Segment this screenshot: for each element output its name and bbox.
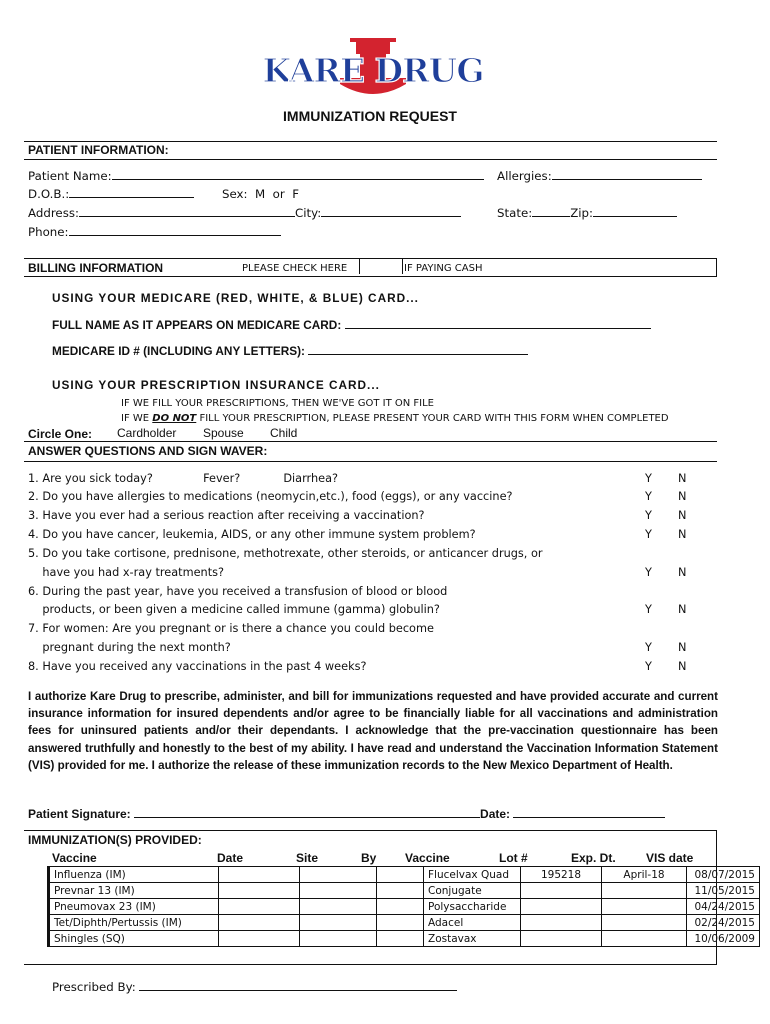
circle-one-label: Circle One: [28,427,93,441]
col-exp: Exp. Dt. [571,851,616,865]
city-field[interactable] [321,206,461,217]
answer-no[interactable]: N [678,660,687,673]
date-cell[interactable] [219,915,300,931]
answer-yes[interactable]: Y [645,509,652,522]
check-here-label: PLEASE CHECK HERE [242,263,348,274]
allergies-field[interactable] [552,169,702,180]
question-line: 5. Do you take cortisone, prednisone, methotrexate, other steroids, or anticancer drugs, or [28,547,543,560]
question-line: 8. Have you received any vaccinations in the past 4 weeks? [28,660,367,673]
prescribed-by-label: Prescribed By: [52,980,136,994]
answer-no[interactable]: N [678,566,687,579]
site-cell[interactable] [300,899,377,915]
answer-no[interactable]: N [678,509,687,522]
vis-date-cell: 02/24/2015 [687,915,760,931]
billing-heading: BILLING INFORMATION [28,261,164,275]
product-cell: Zostavax [424,931,521,947]
patient-info-heading: PATIENT INFORMATION: [28,143,169,157]
vaccine-cell: Prevnar 13 (IM) [49,883,219,899]
by-cell[interactable] [377,867,424,883]
answer-yes[interactable]: Y [645,472,652,485]
vaccine-cell: Influenza (IM) [49,867,219,883]
question-line: 3. Have you ever had a serious reaction after receiving a vaccination? [28,509,425,522]
answer-no[interactable]: N [678,641,687,654]
exp-cell: April-18 [602,867,687,883]
by-cell[interactable] [377,883,424,899]
by-cell[interactable] [377,899,424,915]
paying-cash-label: IF PAYING CASH [404,263,483,274]
medicare-id-field[interactable] [308,344,528,355]
by-cell[interactable] [377,931,424,947]
medicare-name-field[interactable] [345,318,651,329]
question-line: 2. Do you have allergies to medications (neomycin,etc.), food (eggs), or any vaccine? [28,490,513,503]
answer-yes[interactable]: Y [645,566,652,579]
vaccine-cell: Tet/Diphth/Pertussis (IM) [49,915,219,931]
state-label: State: [497,206,533,220]
rx-note-2c: FILL YOUR PRESCRIPTION, PLEASE PRESENT YOUR CARD WITH THIS FORM WHEN COMPLETED [199,413,669,424]
question-line: 7. For women: Are you pregnant or is there a chance you could become [28,622,434,635]
product-cell: Flucelvax Quad [424,867,521,883]
exp-cell [602,931,687,947]
answer-no[interactable]: N [678,603,687,616]
lot-cell [521,931,602,947]
question-line: have you had x-ray treatments? [28,566,225,579]
document-title: IMMUNIZATION REQUEST [283,108,457,124]
date-cell[interactable] [219,931,300,947]
question-line: 6. During the past year, have you received a transfusion of blood or blood [28,585,448,598]
option-child[interactable]: Child [270,426,298,440]
rx-note-2b: DO NOT [152,413,197,424]
date-cell[interactable] [219,899,300,915]
city-label: City: [294,206,322,220]
vis-date-cell: 04/24/2015 [687,899,760,915]
questions-heading: ANSWER QUESTIONS AND SIGN WAVER: [28,444,268,458]
question-line: 1. Are you sick today? Fever? Diarrhea? [28,472,339,485]
phone-field[interactable] [69,225,281,236]
signature-label: Patient Signature: [28,807,131,821]
signature-date-label: Date: [480,807,511,821]
table-row [49,915,760,931]
zip-label: Zip: [570,206,594,220]
product-cell: Adacel [424,915,521,931]
product-cell: Conjugate [424,883,521,899]
signature-field[interactable] [134,807,480,818]
col-vaccine-2: Vaccine [405,851,450,865]
svg-text:KARE DRUG: KARE DRUG [262,51,484,90]
site-cell[interactable] [300,867,377,883]
address-field[interactable] [79,206,295,217]
date-cell[interactable] [219,883,300,899]
vaccine-cell: Shingles (SQ) [49,931,219,947]
medicare-name-label: FULL NAME AS IT APPEARS ON MEDICARE CARD: [52,318,342,332]
col-vis: VIS date [646,851,694,865]
state-field[interactable] [532,206,570,217]
answer-yes[interactable]: Y [645,528,652,541]
answer-yes[interactable]: Y [645,660,652,673]
rx-heading: USING YOUR PRESCRIPTION INSURANCE CARD... [52,378,380,392]
vaccine-cell: Pneumovax 23 (IM) [49,899,219,915]
col-site: Site [296,851,319,865]
site-cell[interactable] [300,915,377,931]
site-cell[interactable] [300,931,377,947]
col-lot: Lot # [499,851,528,865]
lot-cell [521,883,602,899]
dob-label: D.O.B.: [28,187,70,201]
table-row [49,867,760,883]
address-label: Address: [28,206,79,220]
answer-no[interactable]: N [678,472,687,485]
question-line: pregnant during the next month? [28,641,231,654]
option-spouse[interactable]: Spouse [203,426,244,440]
allergies-label: Allergies: [497,169,552,183]
rx-note-2a: IF WE [121,413,150,424]
prescribed-by-field[interactable] [139,980,457,991]
immunizations-table [47,866,760,947]
question-line: 4. Do you have cancer, leukemia, AIDS, or any other immune system problem? [28,528,476,541]
patient-name-field[interactable] [112,169,484,180]
signature-date-field[interactable] [513,807,665,818]
exp-cell [602,915,687,931]
table-row [49,931,760,947]
provided-heading: IMMUNIZATION(S) PROVIDED: [28,833,202,847]
cash-checkbox[interactable] [359,259,403,274]
question-line: products, or been given a medicine called immune (gamma) globulin? [28,603,440,616]
col-date: Date [217,851,244,865]
answer-yes[interactable]: Y [645,641,652,654]
vis-date-cell: 10/06/2009 [687,931,760,947]
sex-label[interactable]: Sex: M or F [222,187,300,201]
col-by: By [361,851,377,865]
vis-date-cell: 08/07/2015 [687,867,760,883]
answer-no[interactable]: N [678,490,687,503]
product-cell: Polysaccharide [424,899,521,915]
patient-name-label: Patient Name: [28,169,112,183]
dob-field[interactable] [69,187,194,198]
authorization-text: I authorize Kare Drug to prescribe, administer, and bill for immunizations requested and have provided accurate and current insurance information for insured dependents and/or agree to be financially liable for all vaccinations and administration fees for uninsured patients and/or their dependants. I acknowledge that the pre-vaccination questionnaire has been answered truthfully and honestly to the best of my ability. I have read and understand the Vaccination Information Statement (VIS) provided for me. I authorize the release of these immunization records to the New Mexico Department of Health. [28,690,718,772]
rx-note-1: IF WE FILL YOUR PRESCRIPTIONS, THEN WE'VE GOT IT ON FILE [121,398,434,409]
site-cell[interactable] [300,883,377,899]
lot-cell [521,899,602,915]
lot-cell [521,915,602,931]
kare-drug-logo [262,38,484,102]
option-cardholder[interactable]: Cardholder [117,426,177,440]
answer-yes[interactable]: Y [645,490,652,503]
answer-no[interactable]: N [678,528,687,541]
date-cell[interactable] [219,867,300,883]
vis-date-cell: 11/05/2015 [687,883,760,899]
answer-yes[interactable]: Y [645,603,652,616]
medicare-heading: USING YOUR MEDICARE (RED, WHITE, & BLUE) CARD... [52,291,419,305]
by-cell[interactable] [377,915,424,931]
zip-field[interactable] [593,206,677,217]
lot-cell: 195218 [521,867,602,883]
phone-label: Phone: [28,225,69,239]
medicare-id-label: MEDICARE ID # (INCLUDING ANY LETTERS): [52,344,305,358]
exp-cell [602,899,687,915]
table-row [49,883,760,899]
col-vaccine: Vaccine [52,851,97,865]
table-row [49,899,760,915]
exp-cell [602,883,687,899]
